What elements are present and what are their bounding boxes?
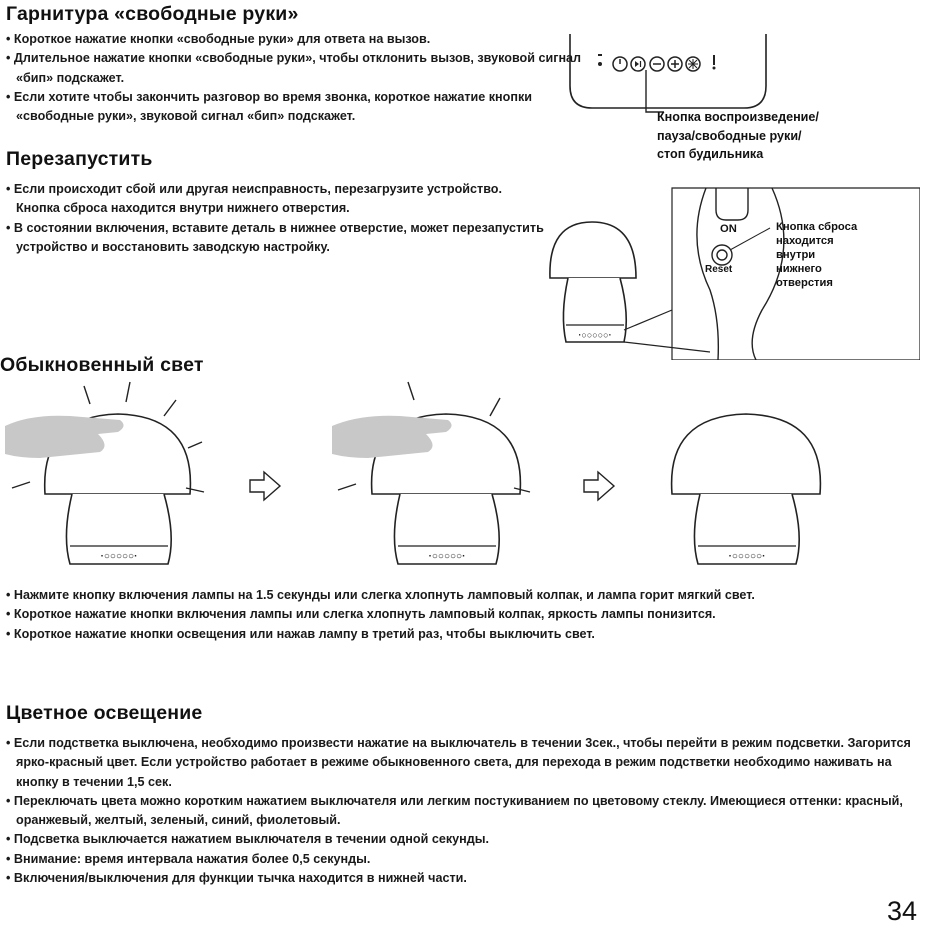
arrow-right-icon [250, 472, 280, 500]
ordinary-bullet-1: • Нажмите кнопку включения лампы на 1.5 секунды или слегка хлопнуть ламповый колпак, и лампа горит мягкий свет. [6, 588, 755, 602]
ordinary-bullet-2: • Короткое нажатие кнопки включения лампы или слегка хлопнуть ламповый колпак, яркость лампы понизится. [6, 607, 716, 622]
svg-text:·○○○○○·: ·○○○○○· [578, 330, 612, 340]
plus-icon [668, 57, 682, 71]
reset-note-line-2: находится [776, 235, 834, 247]
ordinary-light-steps-illustration [0, 376, 927, 576]
on-label: ON [720, 223, 737, 235]
reset-note-line-4: нижнего [776, 263, 822, 275]
restart-bullet-1: • Если происходит сбой или другая неисправность, перезагрузите устройство. Кнопка сброса находится внутри нижнего отверстия. [6, 182, 502, 216]
lamp-step-3 [672, 414, 821, 564]
color-bullet-5: • Включения/выключения для функции тычка находится в нижней части. [6, 871, 467, 886]
color-bullet-2: • Переключать цвета можно коротким нажатием выключателя или легким постукиванием по цветовому стеклу. Имеющиеся оттенки: красный, оранжевый, желтый, зеленый, синий, фиолетовый. [6, 793, 903, 828]
handsfree-bullet-1: • Короткое нажатие кнопки «свободные руки» для ответа на вызов. [6, 32, 431, 46]
playpause-button-caption [657, 108, 927, 164]
caption-line-1: Кнопка воспроизведение/ [657, 110, 819, 124]
restart-title: Перезапустить [6, 148, 153, 170]
control-panel-illustration [568, 30, 778, 120]
reset-note [776, 220, 916, 290]
svg-text:·○○○○○·: ·○○○○○· [728, 551, 766, 562]
color-title: Цветное освещение [6, 702, 203, 724]
handsfree-title: Гарнитура «свободные руки» [6, 3, 299, 25]
color-bullet-4: • Внимание: время интервала нажатия более 0,5 секунды. [6, 851, 371, 866]
svg-text:·○○○○○·: ·○○○○○· [428, 551, 466, 562]
reset-note-line-3: внутри [776, 249, 816, 261]
page-number: 34 [886, 896, 917, 926]
power-icon [613, 57, 627, 71]
ordinary-bullets [6, 586, 918, 644]
reset-label: Reset [705, 264, 733, 275]
color-bullet-3: • Подсветка выключается нажатием выключателя в течении одной секунды. [6, 832, 490, 847]
restart-bullets [6, 180, 546, 257]
usb-icon [713, 55, 716, 70]
play-pause-icon [631, 57, 645, 71]
color-bullet-1: • Если подстветка выключена, необходимо произвести нажатие на выключатель в течении 3сек., чтобы перейти в режим подсветки. Загорится ярко-красный цвет. Если устройство работает в режиме обыкновенного света, для перехода в режим подстветки необходимо наживать на кнопку в течении 1,5 сек. [6, 736, 911, 789]
reset-note-line-5: отверстия [776, 277, 833, 289]
reset-hole-icon [712, 245, 732, 265]
reset-note-line-1: Кнопка сброса [776, 221, 858, 233]
ordinary-bullet-3: • Короткое нажатие кнопки освещения или нажав лампу в третий раз, чтобы выключить свет. [6, 626, 595, 641]
ordinary-title: Обыкновенный свет [0, 354, 204, 376]
handsfree-bullets [6, 30, 586, 126]
light-icon [686, 57, 700, 71]
caption-line-3: стоп будильника [657, 147, 764, 161]
handsfree-bullet-2: • Длительное нажатие кнопки «свободные руки», чтобы отклонить вызов, звуковой сигнал «бип» подскажет. [6, 51, 582, 85]
mic-icon [598, 54, 602, 66]
lamp-step-2 [332, 382, 530, 564]
svg-text:·○○○○○·: ·○○○○○· [100, 551, 138, 562]
color-bullets [6, 734, 918, 888]
arrow-right-icon-2 [584, 472, 614, 500]
handsfree-bullet-3: • Если хотите чтобы закончить разговор во время звонка, короткое нажатие кнопки «свободные руки», звуковой сигнал «бип» подскажет. [6, 89, 532, 124]
lamp-step-1 [5, 382, 204, 564]
caption-line-2: пауза/свободные руки/ [657, 128, 802, 143]
minus-icon [650, 57, 664, 71]
restart-bullet-2: • В состоянии включения, вставите деталь в нижнее отверстие, может перезапустить устройство и восстановить заводскую настройку. [6, 220, 544, 254]
